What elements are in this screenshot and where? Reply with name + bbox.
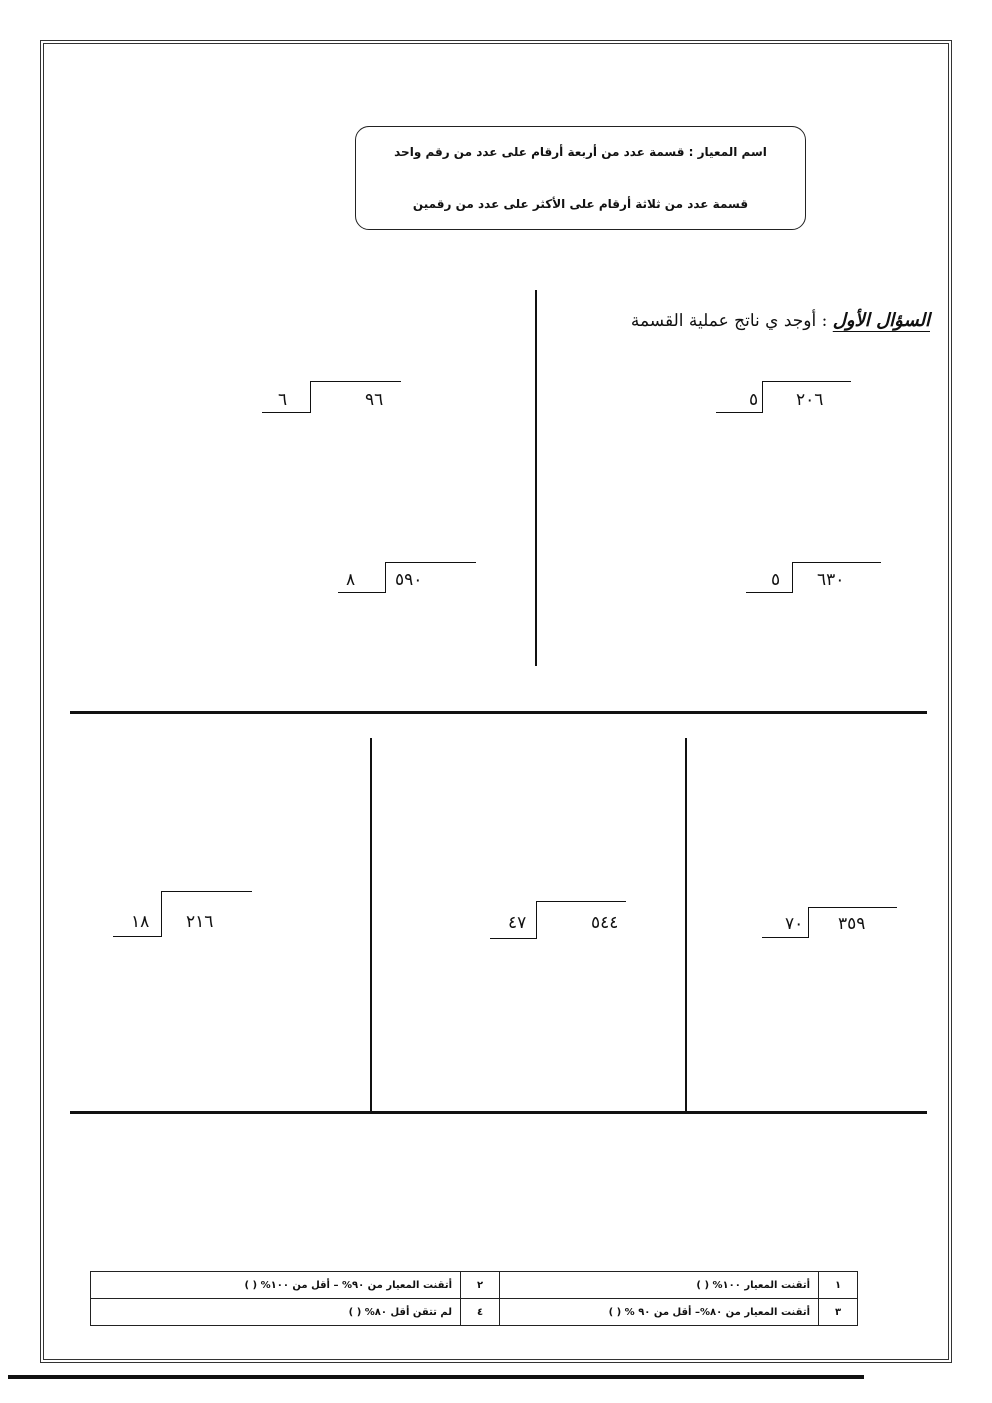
- grade-number: ١: [819, 1272, 858, 1299]
- divisor-line: [746, 592, 793, 593]
- criterion-box: [355, 126, 806, 230]
- column-divider-right: [685, 738, 687, 1113]
- dividend-bar: [161, 891, 252, 892]
- dividend-bar: [792, 562, 881, 563]
- table-row: [91, 1272, 858, 1299]
- division-bracket: [762, 381, 763, 413]
- dividend: ٣٥٩: [838, 914, 866, 934]
- criterion-subtitle: قسمة عدد من ثلاثة أرقام على الأكثر على عدد من رقمين: [412, 197, 749, 211]
- criterion-name: اسم المعيار : قسمة عدد من أربعة أرقام على عدد من رقم واحد: [394, 145, 767, 159]
- division-bracket: [310, 381, 311, 413]
- divisor: ٥: [771, 570, 781, 590]
- grade-level: أتقنت المعيار من ٨٠%– أقل من ٩٠ % ( ): [500, 1299, 819, 1326]
- grade-number: ٣: [819, 1299, 858, 1326]
- question-title: [631, 310, 930, 331]
- grading-table: [90, 1271, 858, 1326]
- divisor: ٧٠: [785, 914, 804, 934]
- section-divider-bottom: [70, 1111, 927, 1114]
- dividend-bar: [385, 562, 476, 563]
- divisor-line: [716, 412, 763, 413]
- divisor-line: [490, 938, 537, 939]
- divisor-line: [262, 412, 311, 413]
- table-row: [91, 1299, 858, 1326]
- dividend: ٦٣٠: [817, 570, 845, 590]
- question-instruction: : أوجد ي ناتج عملية القسمة: [630, 311, 833, 331]
- bottom-rule: [8, 1375, 864, 1379]
- dividend: ٥٤٤: [591, 913, 619, 933]
- grade-number: ٢: [461, 1272, 500, 1299]
- grade-number: ٤: [461, 1299, 500, 1326]
- dividend-bar: [762, 381, 851, 382]
- division-bracket: [792, 562, 793, 593]
- section-divider-vertical: [535, 290, 537, 666]
- page-border-inner: [43, 43, 949, 1360]
- divisor: ٨: [346, 570, 356, 590]
- divisor: ٦: [278, 390, 288, 410]
- grade-level: لم تتقن أقل ٨٠% ( ): [91, 1299, 461, 1326]
- section-divider-horizontal: [70, 711, 927, 714]
- dividend: ٥٩٠: [395, 570, 423, 590]
- dividend-bar: [808, 907, 897, 908]
- dividend: ٩٦: [365, 390, 384, 410]
- dividend-bar: [536, 901, 626, 902]
- divisor: ٥: [749, 390, 759, 410]
- division-bracket: [161, 891, 162, 937]
- divisor-line: [338, 592, 386, 593]
- dividend: ٢١٦: [186, 912, 214, 932]
- divisor-line: [762, 937, 809, 938]
- divisor: ١٨: [131, 912, 150, 932]
- divisor: ٤٧: [508, 913, 527, 933]
- division-bracket: [385, 562, 386, 593]
- dividend-bar: [310, 381, 401, 382]
- grade-level: أتقنت المعيار من ٩٠% – أقل من ١٠٠% ( ): [91, 1272, 461, 1299]
- divisor-line: [113, 936, 162, 937]
- division-bracket: [808, 907, 809, 938]
- grade-level: أتقنت المعيار ١٠٠% ( ): [500, 1272, 819, 1299]
- dividend: ٢٠٦: [796, 390, 824, 410]
- column-divider-left: [370, 738, 372, 1113]
- question-label: السؤال الأول: [832, 310, 930, 331]
- division-bracket: [536, 901, 537, 939]
